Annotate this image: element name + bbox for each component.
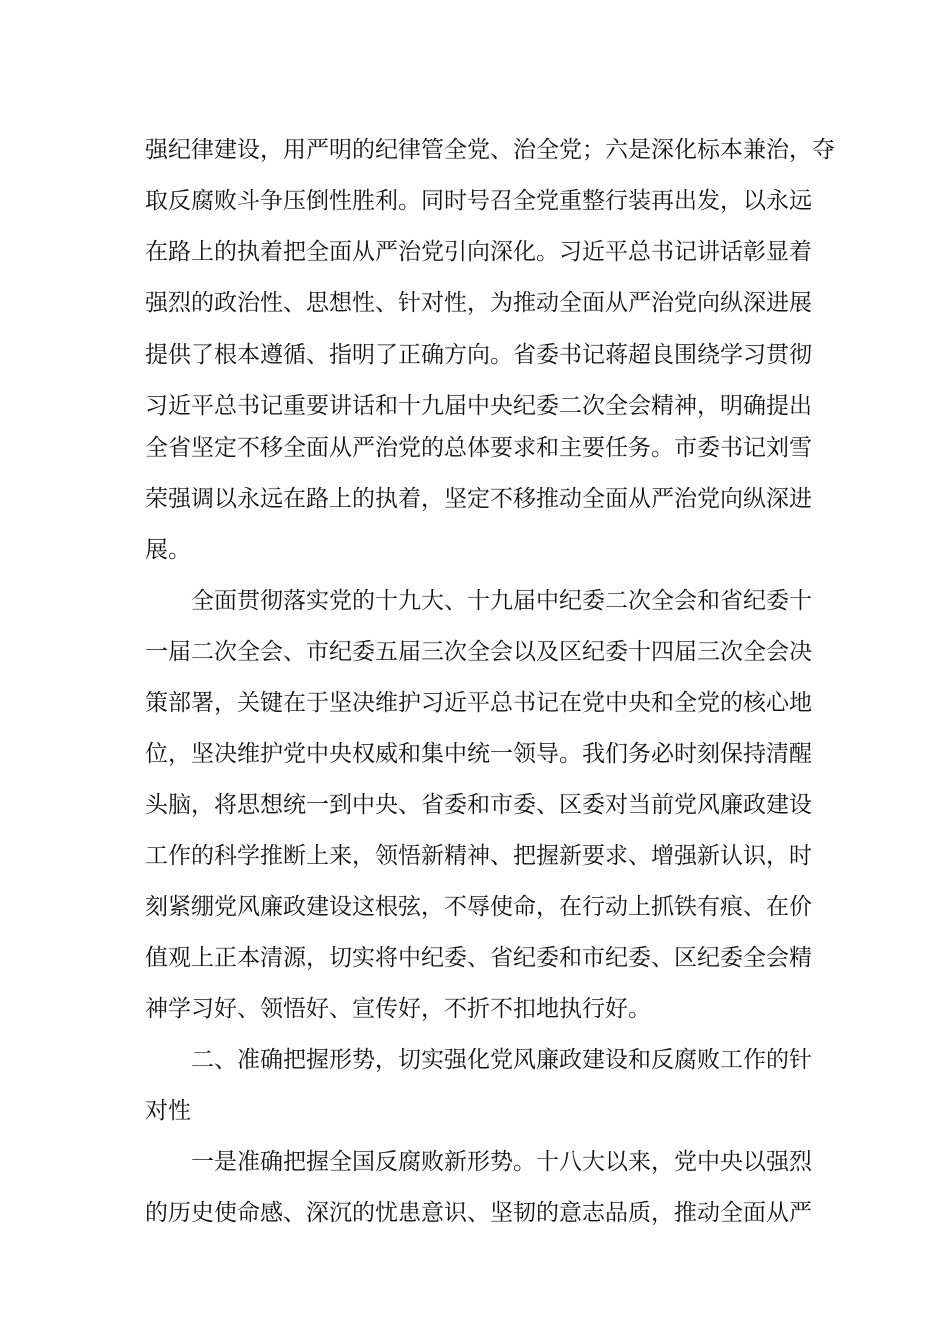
- text-line: 习近平总书记重要讲话和十九届中央纪委二次全会精神，明确提出: [145, 393, 812, 419]
- text-line: 强纪律建设，用严明的纪律管全党、治全党；六是深化标本兼治，夺: [145, 137, 835, 163]
- text-line: 取反腐败斗争压倒性胜利。同时号召全党重整行装再出发，以永远: [145, 188, 812, 214]
- text-line: 荣强调以永远在路上的执着，坚定不移推动全面从严治党向纵深进: [145, 486, 812, 512]
- text-line: 工作的科学推断上来，领悟新精神、把握新要求、增强新认识，时: [145, 843, 812, 869]
- text-line: 神学习好、领悟好、宣传好，不折不扣地执行好。: [145, 996, 651, 1022]
- text-line: 全省坚定不移全面从严治党的总体要求和主要任务。市委书记刘雪: [145, 435, 812, 461]
- text-line: 展。: [145, 537, 191, 563]
- section-heading: 二、准确把握形势，切实强化党风廉政建设和反腐败工作的针: [191, 1047, 812, 1073]
- text-line: 在路上的执着把全面从严治党引向深化。习近平总书记讲话彰显着: [145, 239, 812, 265]
- text-line: 提供了根本遵循、指明了正确方向。省委书记蒋超良围绕学习贯彻: [145, 342, 812, 368]
- text-line: 策部署，关键在于坚决维护习近平总书记在党中央和全党的核心地: [145, 690, 812, 716]
- text-line: 强烈的政治性、思想性、针对性，为推动全面从严治党向纵深进展: [145, 290, 812, 316]
- text-line: 位，坚决维护党中央权威和集中统一领导。我们务必时刻保持清醒: [145, 741, 812, 767]
- text-line: 的历史使命感、深沉的忧患意识、坚韧的意志品质，推动全面从严: [145, 1200, 812, 1226]
- text-line: 全面贯彻落实党的十九大、十九届中纪委二次全会和省纪委十: [191, 588, 812, 614]
- section-heading: 对性: [145, 1098, 191, 1124]
- text-line: 头脑，将思想统一到中央、省委和市委、区委对当前党风廉政建设: [145, 792, 812, 818]
- text-line: 值观上正本清源，切实将中纪委、省纪委和市纪委、区纪委全会精: [145, 945, 812, 971]
- text-line: 一是准确把握全国反腐败新形势。十八大以来，党中央以强烈: [191, 1149, 812, 1175]
- text-line: 刻紧绷党风廉政建设这根弦，不辱使命，在行动上抓铁有痕、在价: [145, 894, 812, 920]
- text-line: 一届二次全会、市纪委五届三次全会以及区纪委十四届三次全会决: [145, 639, 812, 665]
